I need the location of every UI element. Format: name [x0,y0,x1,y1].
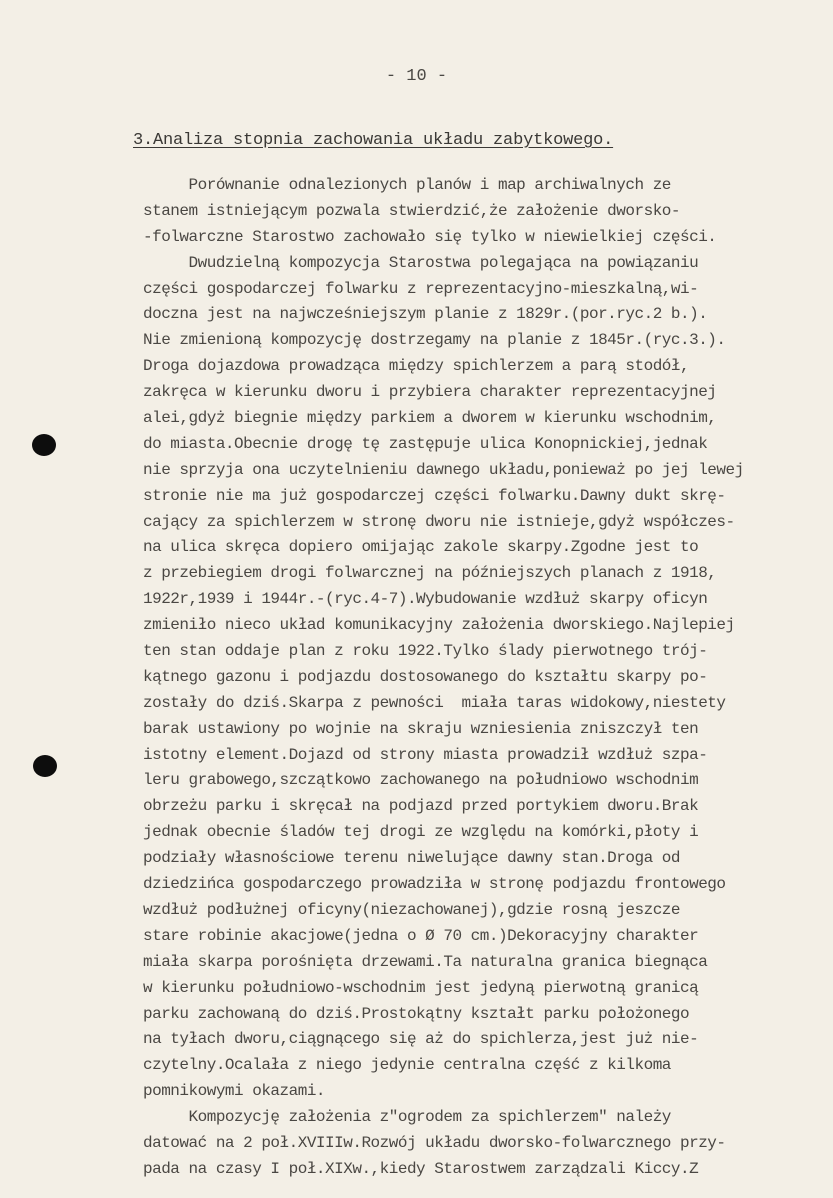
text-line: istotny element.Dojazd od strony miasta prowadził wzdłuż szpa- [143,745,708,764]
text-line: kątnego gazonu i podjazdu dostosowanego do kształtu skarpy po- [143,667,708,686]
text-line: 1922r,1939 i 1944r.-(ryc.4-7).Wybudowanie wzdłuż skarpy oficyn [143,590,708,609]
text-line: obrzeżu parku i skręcał na podjazd przed portykiem dworu.Brak [143,797,699,816]
text-line: zmieniło nieco układ komunikacyjny założenia dworskiego.Najlepiej [143,616,735,635]
text-line: -folwarczne Starostwo zachowało się tylko w niewielkiej części. [143,227,717,246]
text-line: Dwudzielną kompozycja Starostwa polegająca na powiązaniu [143,253,699,272]
text-line: stare robinie akacjowe(jedna o Ø 70 cm.)Dekoracyjny charakter [143,926,699,945]
punch-hole [33,755,57,777]
text-line: leru grabowego,szczątkowo zachowanego na południowo wschodnim [143,771,699,790]
text-line: Droga dojazdowa prowadząca między spichlerzem a parą stodół, [143,357,690,376]
text-line: zakręca w kierunku dworu i przybiera charakter reprezentacyjnej [143,383,717,402]
text-line: pada na czasy I poł.XIXw.,kiedy Starostwem zarządzali Kiccy.Z [143,1159,699,1178]
section-heading: 3.Analiza stopnia zachowania układu zabytkowego. [133,131,614,150]
text-line: nie sprzyja ona uczytelnieniu dawnego układu,ponieważ po jej lewej [143,460,744,479]
page-number: - 10 - [385,67,448,86]
text-line: alei,gdyż biegnie między parkiem a dworem w kierunku wschodnim, [143,409,717,428]
text-line: części gospodarczej folwarku z reprezentacyjno-mieszkalną,wi- [143,279,699,298]
text-line: datować na 2 poł.XVIIIw.Rozwój układu dworsko-folwarcznego przy- [143,1133,726,1152]
text-line: cający za spichlerzem w stronę dworu nie istnieje,gdyż współczes- [143,512,735,531]
text-line: doczna jest na najwcześniejszym planie z 1829r.(por.ryc.2 b.). [143,305,708,324]
text-line: ten stan oddaje plan z roku 1922.Tylko ślady pierwotnego trój- [143,642,708,661]
text-line: stronie nie ma już gospodarczej części folwarku.Dawny dukt skrę- [143,486,726,505]
text-line: barak ustawiony po wojnie na skraju wzniesienia zniszczył ten [143,719,699,738]
text-line: zostały do dziś.Skarpa z pewności miała taras widokowy,niestety [143,693,726,712]
text-line: stanem istniejącym pozwala stwierdzić,że założenie dworsko- [143,201,680,220]
text-line: w kierunku południowo-wschodnim jest jedyną pierwotną granicą [143,978,699,997]
text-line: dziedzińca gospodarczego prowadziła w stronę podjazdu frontowego [143,875,726,894]
text-line: na ulica skręca dopiero omijając zakole skarpy.Zgodne jest to [143,538,699,557]
text-line: podziały własnościowe terenu niwelujące dawny stan.Droga od [143,849,680,868]
text-line: z przebiegiem drogi folwarcznej na późniejszych planach z 1918, [143,564,717,583]
text-line: wzdłuż podłużnej oficyny(niezachowanej),gdzie rosną jeszcze [143,900,680,919]
text-line: jednak obecnie śladów tej drogi ze względu na komórki,płoty i [143,823,699,842]
body-text [143,173,823,1183]
text-line: Nie zmienioną kompozycję dostrzegamy na planie z 1845r.(ryc.3.). [143,331,726,350]
text-line: na tyłach dworu,ciągnącego się aż do spichlerza,jest już nie- [143,1030,699,1049]
text-line: do miasta.Obecnie drogę tę zastępuje ulica Konopnickiej,jednak [143,434,708,453]
punch-hole [32,434,56,456]
text-line: Porównanie odnalezionych planów i map archiwalnych ze [143,176,671,194]
text-line: miała skarpa porośnięta drzewami.Ta naturalna granica biegnąca [143,952,708,971]
text-line: czytelny.Ocalała z niego jedynie centralna część z kilkoma [143,1056,671,1075]
text-line: parku zachowaną do dziś.Prostokątny kształt parku położonego [143,1004,690,1023]
text-line: pomnikowymi okazami. [143,1082,326,1101]
text-line: Kompozycję założenia z"ogrodem za spichlerzem" należy [143,1108,671,1127]
